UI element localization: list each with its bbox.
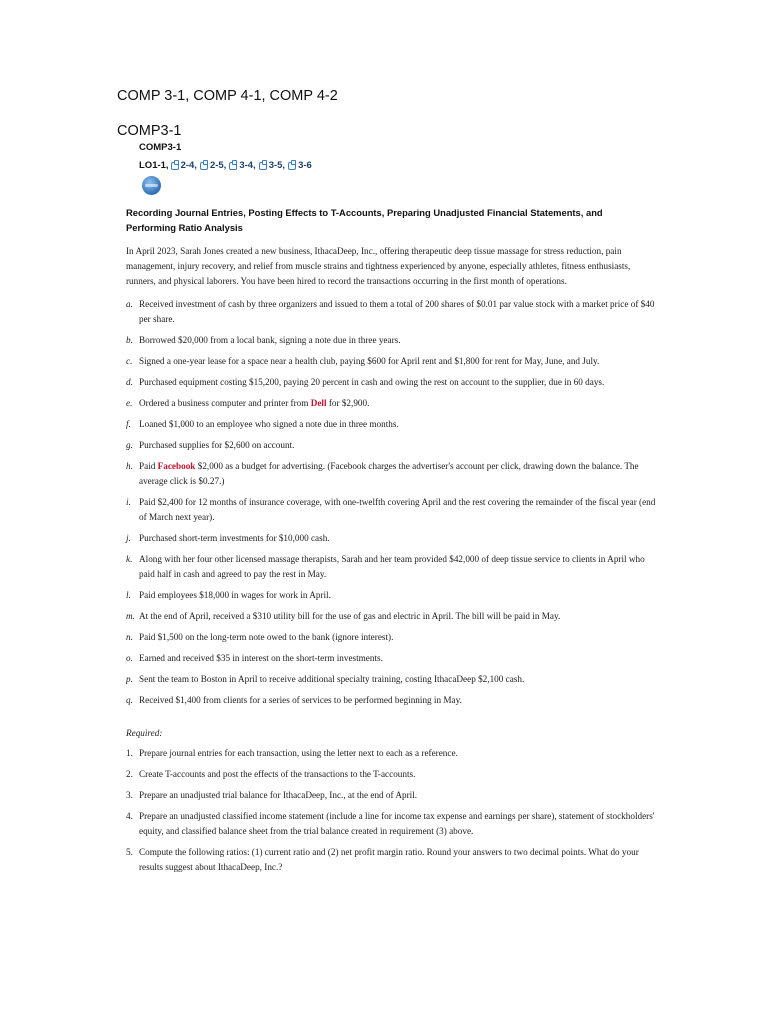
transaction-text-pre: Ordered a business computer and printer from <box>139 398 311 408</box>
globe-icon[interactable] <box>142 176 161 195</box>
transaction-text: Borrowed $20,000 from a local bank, signing a note due in three years. <box>139 335 401 345</box>
ref-link[interactable] <box>171 160 197 171</box>
transaction-item <box>126 354 656 369</box>
ref-label: 3-6 <box>298 160 312 171</box>
required-item <box>126 809 656 839</box>
link-icon <box>171 162 179 170</box>
link-icon <box>200 162 208 170</box>
required-label: Required: <box>126 728 163 738</box>
ref-label: 3-5, <box>268 160 286 171</box>
transaction-item <box>126 531 656 546</box>
scanned-problem <box>116 142 656 881</box>
transaction-item <box>126 459 656 489</box>
transaction-letter: j. <box>126 533 131 543</box>
link-icon <box>229 162 237 170</box>
transaction-text <box>139 396 656 411</box>
brand-dell: Dell <box>310 398 327 408</box>
document-title: COMP 3-1, COMP 4-1, COMP 4-2 <box>117 88 338 104</box>
transaction-text: Loaned $1,000 to an employee who signed a note due in three months. <box>139 419 399 429</box>
ref-link[interactable] <box>259 160 285 171</box>
transaction-item <box>126 297 656 327</box>
transaction-text: Sent the team to Boston in April to receive additional specialty training, costing IthacaDeep $2,100 cash. <box>139 674 525 684</box>
required-text: Prepare an unadjusted classified income statement (include a line for income tax expense and earnings per share), statement of stockholders' equity, and classified balance sheet from the trial balance created in requirement (3) above. <box>139 811 655 836</box>
transaction-letter: m. <box>126 611 135 621</box>
transaction-text: Purchased supplies for $2,600 on account. <box>139 440 295 450</box>
required-item <box>126 767 656 782</box>
brand-facebook: Facebook <box>157 461 196 471</box>
transaction-list <box>116 297 656 708</box>
transaction-letter: l. <box>126 590 131 600</box>
transaction-letter: q. <box>126 695 133 705</box>
required-number: 1. <box>126 748 133 758</box>
transaction-letter: f. <box>126 419 131 429</box>
transaction-text-pre: Paid <box>139 461 158 471</box>
required-item <box>126 788 656 803</box>
transaction-letter: c. <box>126 356 133 366</box>
transaction-item <box>126 672 656 687</box>
transaction-text: Received $1,400 from clients for a series of services to be performed beginning in May. <box>139 695 462 705</box>
transaction-letter: k. <box>126 554 133 564</box>
transaction-text: Paid employees $18,000 in wages for work in April. <box>139 590 331 600</box>
required-number: 4. <box>126 811 133 821</box>
transaction-letter: d. <box>126 377 133 387</box>
problem-code: COMP3-1 <box>139 142 182 153</box>
transaction-text: Earned and received $35 in interest on the short-term investments. <box>139 653 383 663</box>
transaction-item <box>126 609 656 624</box>
transaction-letter: o. <box>126 653 133 663</box>
problem-heading: Recording Journal Entries, Posting Effects to T-Accounts, Preparing Unadjusted Financial Statements, and Performing Ratio Analysis <box>126 207 603 233</box>
required-list <box>116 746 656 875</box>
transaction-item <box>126 396 656 411</box>
required-number: 5. <box>126 847 133 857</box>
required-item <box>126 746 656 761</box>
ref-link[interactable] <box>288 160 312 171</box>
ref-link[interactable] <box>200 160 226 171</box>
transaction-item <box>126 417 656 432</box>
transaction-text: Purchased short-term investments for $10,000 cash. <box>139 533 330 543</box>
ref-label: 2-5, <box>209 160 227 171</box>
transaction-text: At the end of April, received a $310 utility bill for the use of gas and electric in April. The bill will be paid in May. <box>139 611 561 621</box>
transaction-item <box>126 693 656 708</box>
section-label: COMP3-1 <box>117 123 182 139</box>
link-icon <box>259 162 267 170</box>
ref-label: 2-4, <box>180 160 197 171</box>
transaction-letter: e. <box>126 398 133 408</box>
transaction-item <box>126 495 656 525</box>
transaction-item <box>126 333 656 348</box>
transaction-item <box>126 630 656 645</box>
transaction-text: Along with her four other licensed massage therapists, Sarah and her team provided $42,000 of deep tissue service to clients in April who paid half in cash and agreed to pay the rest in May. <box>139 554 645 579</box>
link-icon <box>288 162 296 170</box>
transaction-text: Paid $2,400 for 12 months of insurance coverage, with one-twelfth covering April and the rest covering the remainder of the fiscal year (end of March next year). <box>139 497 656 522</box>
transaction-item <box>126 552 656 582</box>
transaction-item <box>126 651 656 666</box>
transaction-letter: b. <box>126 335 133 345</box>
required-text: Prepare journal entries for each transaction, using the letter next to each as a reference. <box>139 748 458 758</box>
lo-label: LO1-1, <box>139 160 169 171</box>
transaction-text: Purchased equipment costing $15,200, paying 20 percent in cash and owing the rest on account to the supplier, due in 60 days. <box>139 377 605 387</box>
transaction-letter: a. <box>126 299 133 309</box>
transaction-text-post: for $2,900. <box>326 398 370 408</box>
transaction-letter: h. <box>126 461 133 471</box>
transaction-item <box>126 588 656 603</box>
required-text: Compute the following ratios: (1) current ratio and (2) net profit margin ratio. Round your answers to two decimal points. What do your results suggest about IthacaDeep, Inc.? <box>139 847 639 872</box>
learning-objectives <box>139 160 656 171</box>
ref-link[interactable] <box>229 160 255 171</box>
required-number: 3. <box>126 790 133 800</box>
transaction-text: Paid $1,500 on the long-term note owed to the bank (ignore interest). <box>139 632 394 642</box>
required-text: Create T-accounts and post the effects of the transactions to the T-accounts. <box>139 769 416 779</box>
transaction-item <box>126 438 656 453</box>
transaction-letter: n. <box>126 632 133 642</box>
required-item <box>126 845 656 875</box>
transaction-text: Signed a one-year lease for a space near a health club, paying $600 for April rent and $1,800 for rent for May, June, and July. <box>139 356 600 366</box>
required-number: 2. <box>126 769 133 779</box>
transaction-text <box>139 459 656 489</box>
required-text: Prepare an unadjusted trial balance for IthacaDeep, Inc., at the end of April. <box>139 790 418 800</box>
problem-intro: In April 2023, Sarah Jones created a new business, IthacaDeep, Inc., offering therapeutic deep tissue massage for stress reduction, pain management, injury recovery, and relief from muscle strains and tightness experienced by anyone, especially athletes, fitness enthusiasts, runners, and physical laborers. You have been hired to record the transactions occurring in the first month of operations. <box>126 246 631 286</box>
transaction-text: Received investment of cash by three organizers and issued to them a total of 200 shares of $0.01 par value stock with a market price of $40 per share. <box>139 299 655 324</box>
transaction-item <box>126 375 656 390</box>
transaction-text-post: $2,000 as a budget for advertising. (Facebook charges the advertiser's account per click, drawing down the balance. The average click is $0.27.) <box>139 461 639 486</box>
ref-label: 3-4, <box>239 160 256 171</box>
transaction-letter: p. <box>126 674 133 684</box>
transaction-letter: g. <box>126 440 133 450</box>
transaction-letter: i. <box>126 497 131 507</box>
